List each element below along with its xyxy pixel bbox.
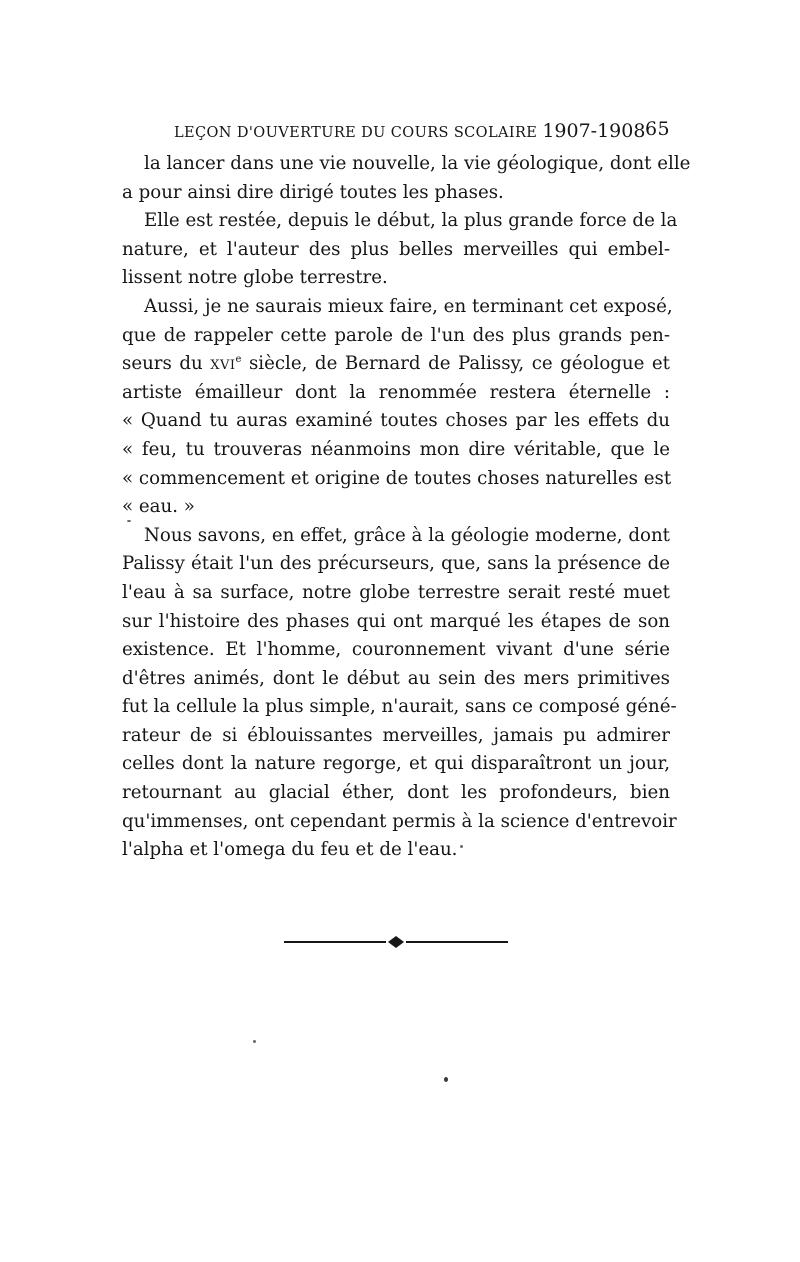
text-line: d'êtres animés, dont le début au sein des mers primitives xyxy=(122,667,670,689)
text-line: « commencement et origine de toutes choses naturelles est xyxy=(122,467,672,489)
text-line: celles dont la nature regorge, et qui disparaîtront un jour, xyxy=(122,753,670,775)
running-head xyxy=(174,118,670,142)
text-line: nature, et l'auteur des plus belles merveilles qui embel- xyxy=(122,238,670,260)
print-speck xyxy=(444,1077,448,1082)
text-line: l'alpha et l'omega du feu et de l'eau. xyxy=(122,839,458,861)
text-line: lissent notre globe terrestre. xyxy=(122,267,388,289)
text-line: « eau. » xyxy=(122,496,195,518)
body-text xyxy=(122,150,691,865)
century-numeral: XVI xyxy=(210,358,236,374)
text-line: que de rappeler cette parole de l'un des plus grands pen- xyxy=(122,324,670,346)
print-speck xyxy=(127,520,131,522)
running-head-title-text: LEÇON D'OUVERTURE DU COURS SCOLAIRE xyxy=(174,125,543,141)
text-line: Elle est restée, depuis le début, la plus grande force de la xyxy=(144,210,678,232)
text-line: existence. Et l'homme, couronnement vivant d'une série xyxy=(122,639,670,661)
print-speck xyxy=(253,1040,256,1043)
ordinal-superscript: e xyxy=(235,354,242,366)
text-fragment: siècle, de Bernard de Palissy, ce géologue et xyxy=(241,353,670,375)
paragraph xyxy=(122,150,691,207)
page-number: 65 xyxy=(645,118,670,140)
text-line: retournant au glacial éther, dont les profondeurs, bien xyxy=(122,782,670,804)
paragraph xyxy=(122,207,678,293)
text-line: sur l'histoire des phases qui ont marqué les étapes de son xyxy=(122,610,670,632)
paragraph xyxy=(122,522,677,865)
running-head-years: 1907-1908 xyxy=(542,120,646,142)
text-line: « Quand tu auras examiné toutes choses par les effets du xyxy=(122,410,670,432)
text-line: rateur de si éblouissantes merveilles, jamais pu admirer xyxy=(122,724,670,746)
text-fragment: seurs du xyxy=(122,353,211,375)
end-ornament xyxy=(284,934,508,950)
paragraph xyxy=(122,293,673,522)
text-line: Palissy était l'un des précurseurs, que, sans la présence de xyxy=(122,553,670,575)
text-line xyxy=(122,350,670,379)
text-line: qu'immenses, ont cependant permis à la science d'entrevoir xyxy=(122,810,677,832)
print-speck xyxy=(460,845,463,848)
text-line: artiste émailleur dont la renommée restera éternelle : xyxy=(122,381,670,403)
ornament-diamond xyxy=(388,936,404,948)
running-head-title xyxy=(174,120,645,142)
text-line: Nous savons, en effet, grâce à la géologie moderne, dont xyxy=(144,524,670,546)
text-line: l'eau à sa surface, notre globe terrestre serait resté muet xyxy=(122,581,670,603)
text-line: fut la cellule la plus simple, n'aurait, sans ce composé géné- xyxy=(122,696,677,718)
text-line: « feu, tu trouveras néanmoins mon dire véritable, que le xyxy=(122,438,670,460)
text-line: a pour ainsi dire dirigé toutes les phases. xyxy=(122,181,504,203)
text-line: la lancer dans une vie nouvelle, la vie géologique, dont elle xyxy=(144,153,691,174)
text-line: Aussi, je ne saurais mieux faire, en terminant cet exposé, xyxy=(144,295,673,317)
